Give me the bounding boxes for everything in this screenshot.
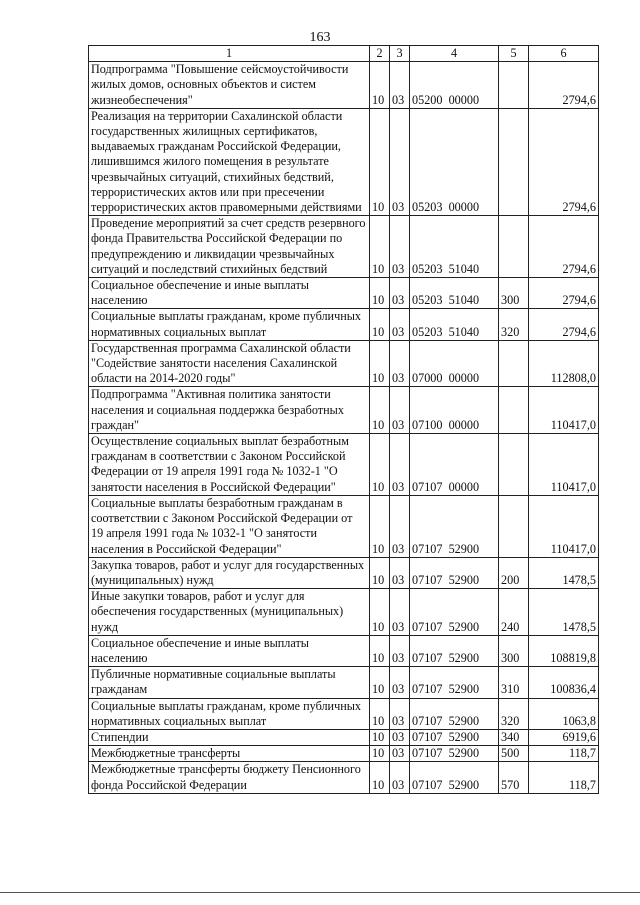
table-row [89,667,599,698]
section-cell: 10 [370,589,390,636]
amount-cell: 110417,0 [529,434,599,496]
table-row [89,278,599,309]
subsection-cell: 03 [390,216,410,278]
column-header: 5 [499,46,529,62]
subsection-cell: 03 [390,434,410,496]
amount-cell: 1478,5 [529,557,599,588]
table-row [89,62,599,109]
column-header: 6 [529,46,599,62]
section-cell: 10 [370,278,390,309]
table-row [89,387,599,434]
row-name-cell: Государственная программа Сахалинской области "Содействие занятости населения Сахалинской области на 2014-2020 годы" [89,340,370,387]
table-body [89,62,599,794]
amount-cell: 2794,6 [529,278,599,309]
section-cell: 10 [370,434,390,496]
expense-type-cell [499,216,529,278]
table-row [89,340,599,387]
section-cell: 10 [370,762,390,793]
target-article-cell: 07107 52900 [410,762,499,793]
expense-type-cell: 310 [499,667,529,698]
amount-cell: 2794,6 [529,216,599,278]
target-article-cell: 05200 00000 [410,62,499,109]
row-name-cell: Публичные нормативные социальные выплаты гражданам [89,667,370,698]
expense-type-cell [499,108,529,215]
table-row [89,589,599,636]
table-row [89,216,599,278]
amount-cell: 2794,6 [529,309,599,340]
footer-divider [0,892,640,893]
target-article-cell: 07107 52900 [410,557,499,588]
subsection-cell: 03 [390,278,410,309]
subsection-cell: 03 [390,698,410,729]
row-name-cell: Закупка товаров, работ и услуг для государственных (муниципальных) нужд [89,557,370,588]
page-number: 163 [309,30,331,45]
row-name-cell: Социальные выплаты гражданам, кроме публичных нормативных социальных выплат [89,309,370,340]
section-cell: 10 [370,387,390,434]
subsection-cell: 03 [390,495,410,557]
table-row [89,698,599,729]
subsection-cell: 03 [390,635,410,666]
expense-type-cell: 340 [499,729,529,745]
row-name-cell: Иные закупки товаров, работ и услуг для обеспечения государственных (муниципальных) нужд [89,589,370,636]
section-cell: 10 [370,557,390,588]
subsection-cell: 03 [390,340,410,387]
target-article-cell: 07107 52900 [410,495,499,557]
section-cell: 10 [370,340,390,387]
column-header: 2 [370,46,390,62]
table-row [89,746,599,762]
subsection-cell: 03 [390,108,410,215]
amount-cell: 2794,6 [529,108,599,215]
amount-cell: 108819,8 [529,635,599,666]
amount-cell: 100836,4 [529,667,599,698]
target-article-cell: 07107 52900 [410,589,499,636]
table-row [89,495,599,557]
subsection-cell: 03 [390,62,410,109]
target-article-cell: 05203 51040 [410,278,499,309]
subsection-cell: 03 [390,762,410,793]
target-article-cell: 05203 51040 [410,309,499,340]
target-article-cell: 07107 52900 [410,729,499,745]
subsection-cell: 03 [390,387,410,434]
subsection-cell: 03 [390,667,410,698]
budget-table [88,45,599,794]
section-cell: 10 [370,746,390,762]
subsection-cell: 03 [390,309,410,340]
amount-cell: 1478,5 [529,589,599,636]
table-row [89,635,599,666]
amount-cell: 6919,6 [529,729,599,745]
subsection-cell: 03 [390,589,410,636]
expense-type-cell [499,495,529,557]
expense-type-cell [499,434,529,496]
expense-type-cell: 500 [499,746,529,762]
expense-type-cell: 200 [499,557,529,588]
target-article-cell: 07107 52900 [410,698,499,729]
table-row [89,762,599,793]
subsection-cell: 03 [390,746,410,762]
row-name-cell: Социальные выплаты гражданам, кроме публичных нормативных социальных выплат [89,698,370,729]
table-row [89,108,599,215]
column-header: 1 [89,46,370,62]
row-name-cell: Подпрограмма "Повышение сейсмоустойчивости жилых домов, основных объектов и систем жизнеобеспечения" [89,62,370,109]
section-cell: 10 [370,216,390,278]
target-article-cell: 05203 51040 [410,216,499,278]
section-cell: 10 [370,698,390,729]
amount-cell: 112808,0 [529,340,599,387]
section-cell: 10 [370,62,390,109]
expense-type-cell: 570 [499,762,529,793]
section-cell: 10 [370,729,390,745]
section-cell: 10 [370,635,390,666]
row-name-cell: Осуществление социальных выплат безработным гражданам в соответствии с Законом Российской Федерации от 19 апреля 1991 года № 1032-1 "О занятости населения в Российской Федерации" [89,434,370,496]
row-name-cell: Реализация на территории Сахалинской области государственных жилищных сертификатов, выдаваемых гражданам Российской Федерации, лишившимся жилого помещения в результате чрезвычайных ситуаций, стихийных бедствий, террористических актов или при пресечении террористических актов правомерными действиями [89,108,370,215]
section-cell: 10 [370,667,390,698]
table-row [89,434,599,496]
amount-cell: 2794,6 [529,62,599,109]
expense-type-cell [499,62,529,109]
expense-type-cell: 300 [499,635,529,666]
expense-type-cell: 300 [499,278,529,309]
table-row [89,557,599,588]
expense-type-cell: 320 [499,309,529,340]
table-row [89,729,599,745]
row-name-cell: Межбюджетные трансферты бюджету Пенсионного фонда Российской Федерации [89,762,370,793]
target-article-cell: 07107 00000 [410,434,499,496]
target-article-cell: 05203 00000 [410,108,499,215]
row-name-cell: Подпрограмма "Активная политика занятости населения и социальная поддержка безработных граждан" [89,387,370,434]
amount-cell: 110417,0 [529,495,599,557]
subsection-cell: 03 [390,729,410,745]
header-row [89,46,599,62]
section-cell: 10 [370,309,390,340]
expense-type-cell [499,387,529,434]
expense-type-cell: 240 [499,589,529,636]
target-article-cell: 07107 52900 [410,746,499,762]
table-row [89,309,599,340]
expense-type-cell: 320 [499,698,529,729]
amount-cell: 118,7 [529,746,599,762]
target-article-cell: 07107 52900 [410,635,499,666]
row-name-cell: Проведение мероприятий за счет средств резервного фонда Правительства Российской Федерации по предупреждению и ликвидации чрезвычайных ситуаций и последствий стихийных бедствий [89,216,370,278]
row-name-cell: Социальные выплаты безработным гражданам в соответствии с Законом Российской Федерации от 19 апреля 1991 года № 1032-1 "О занятости населения в Российской Федерации" [89,495,370,557]
amount-cell: 110417,0 [529,387,599,434]
row-name-cell: Межбюджетные трансферты [89,746,370,762]
section-cell: 10 [370,495,390,557]
amount-cell: 1063,8 [529,698,599,729]
row-name-cell: Стипендии [89,729,370,745]
row-name-cell: Социальное обеспечение и иные выплаты населению [89,278,370,309]
target-article-cell: 07107 52900 [410,667,499,698]
expense-type-cell [499,340,529,387]
target-article-cell: 07100 00000 [410,387,499,434]
column-header: 3 [390,46,410,62]
section-cell: 10 [370,108,390,215]
subsection-cell: 03 [390,557,410,588]
target-article-cell: 07000 00000 [410,340,499,387]
column-header: 4 [410,46,499,62]
amount-cell: 118,7 [529,762,599,793]
row-name-cell: Социальное обеспечение и иные выплаты населению [89,635,370,666]
